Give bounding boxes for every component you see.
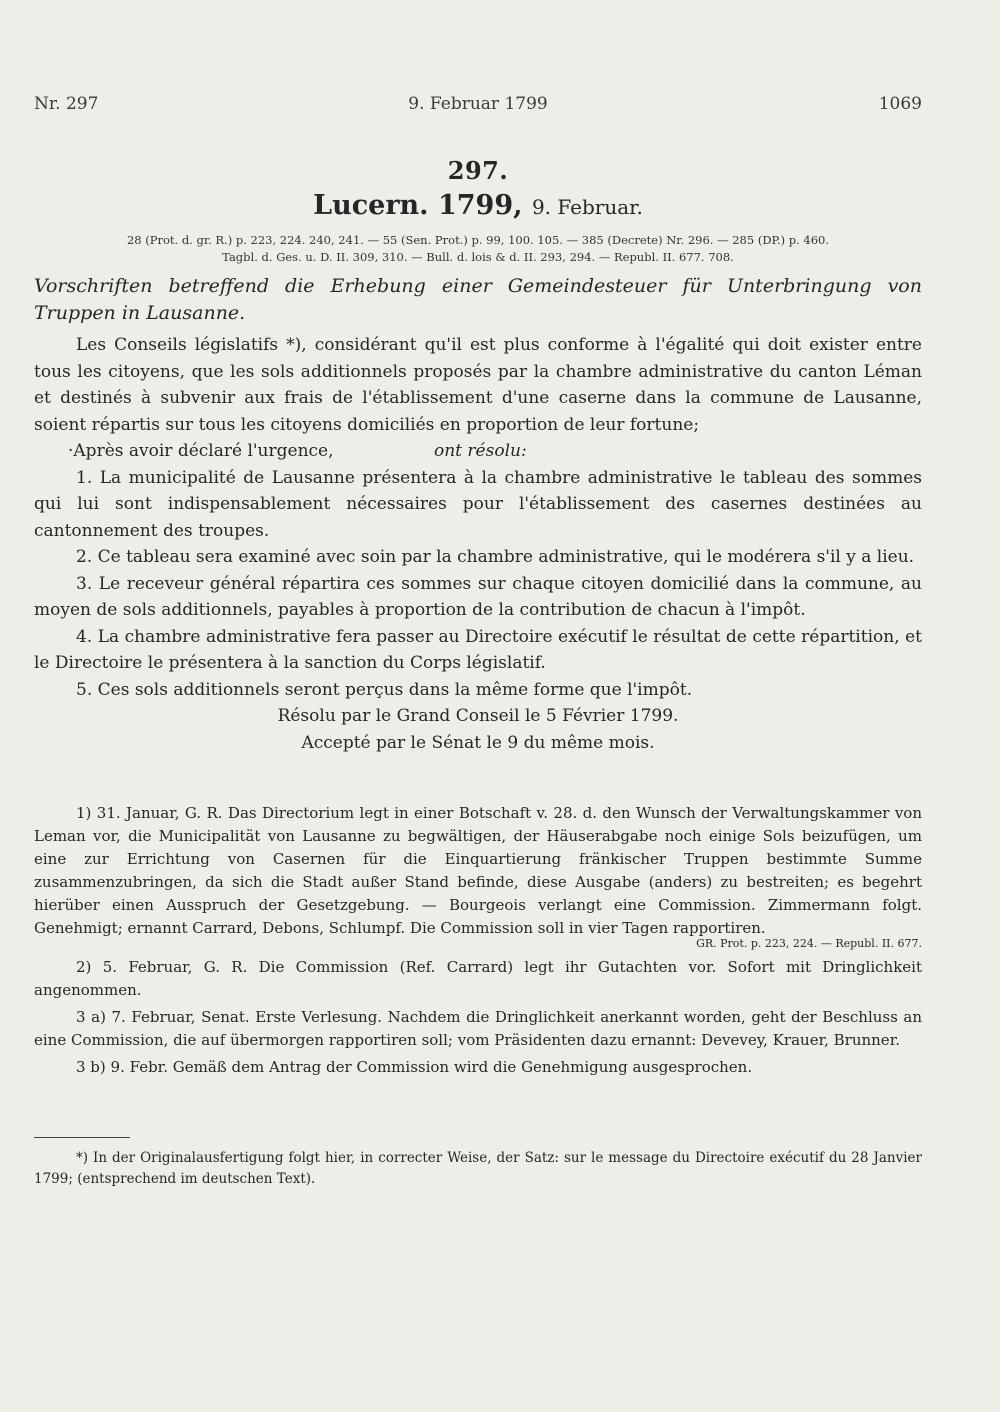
note-1-text: 1) 31. Januar, G. R. Das Directorium legt in einer Botschaft v. 28. d. den Wunsch der Verwaltungskammer von Leman vor, die Municipalität von Lausanne zu begwältigen, der Häuserabgabe noch einige Sols beizufügen, um eine zur Errichtung von Casernen für die Einquartierung fränkischer Truppen bestimmte Summe zusammenzubringen, da sich die Stadt außer Stand befinde, diese Ausgabe (anders) zu bestreiten; es begehrt hierüber einen Ausspruch der Gesetzgebung. — Bourgeois verlangt eine Commission. Zimmermann folgt. Genehmigt; ernannt Carrard, Debons, Schlumpf. Die Commission soll in vier Tagen rapportiren. [34, 804, 922, 937]
source-line-2: Tagbl. d. Ges. u. D. II. 309, 310. — Bull. d. lois & d. II. 293, 294. — Republ. II. 677. 708. [222, 250, 734, 264]
page-number: 1069 [878, 94, 922, 114]
footnote-text: *) In der Originalausfertigung folgt hier, in correcter Weise, der Satz: sur le message du Directoire exécutif du 28 Janvier 1799; (entsprechend im deutschen Text). [34, 1150, 922, 1187]
document-date: 9. Februar. [531, 195, 643, 219]
resolution-grand-conseil: Résolu par le Grand Conseil le 5 Février 1799. [277, 706, 679, 726]
article-2: 2. Ce tableau sera examiné avec soin par la chambre administrative, qui le modérera s'il y a lieu. [76, 547, 915, 567]
note-3b: 3 b) 9. Febr. Gemäß dem Antrag der Commission wird die Genehmigung ausgesprochen. [76, 1058, 753, 1076]
source-references [34, 232, 922, 266]
note-1-source: GR. Prot. p. 223, 224. — Republ. II. 677. [696, 937, 922, 950]
article-3: 3. Le receveur général répartira ces sommes sur chaque citoyen domicilié dans la commune, au moyen de sols additionnels, payables à proportion de la contribution de chacun à l'impôt. [34, 573, 922, 620]
note-3a: 3 a) 7. Februar, Senat. Erste Verlesung. Nachdem die Dringlichkeit anerkannt worden, geht der Beschluss an eine Commission, die auf übermorgen rapportiren soll; vom Präsidenten dazu ernannt: Devevey, Krauer, Brunner. [34, 1008, 922, 1049]
preamble: Les Conseils législatifs *), considérant qu'il est plus conforme à l'égalité qui doit exister entre tous les citoyens, que les sols additionnels proposés par la chambre administrative du canton Léman et destinés à subvenir aux frais de l'établissement d'une caserne dans la commune de Lausanne, soient répartis sur tous les citoyens domiciliés en proportion de leur fortune; [34, 335, 922, 435]
article-1: 1. La municipalité de Lausanne présentera à la chambre administrative le tableau des sommes qui lui sont indispensablement nécessaires pour l'établissement des casernes destinées au cantonnement des troupes. [34, 467, 922, 541]
urgence-line: ·Après avoir déclaré l'urgence, [68, 441, 334, 461]
footnote [34, 1148, 922, 1190]
header-document-number: Nr. 297 [34, 94, 99, 114]
resolution-senat: Accepté par le Sénat le 9 du même mois. [301, 732, 655, 753]
note-2: 2) 5. Februar, G. R. Die Commission (Ref. Carrard) legt ihr Gutachten vor. Sofort mit Dringlichkeit angenommen. [34, 958, 922, 999]
footnote-divider [34, 1137, 130, 1138]
running-head [34, 94, 922, 118]
article-4: 4. La chambre administrative fera passer au Directoire exécutif le résultat de cette répartition, et le Directoire le présentera à la sanction du Corps législatif. [34, 626, 922, 673]
header-date: 9. Februar 1799 [408, 94, 548, 114]
decree-body [34, 332, 922, 756]
document-place-year: Lucern. 1799, [313, 190, 523, 221]
document-title: Vorschriften betreffend die Erhebung einer Gemeindesteuer für Unterbringung von Truppen in Lausanne. [34, 275, 922, 324]
source-line-1: 28 (Prot. d. gr. R.) p. 223, 224. 240, 241. — 55 (Sen. Prot.) p. 99, 100. 105. — 385 (Decrete) Nr. 296. — 285 (DP.) p. 460. [126, 233, 830, 247]
document-number: 297. [447, 156, 509, 185]
resolu-line: ont résolu: [434, 441, 527, 461]
document-place-date [34, 190, 922, 221]
note-1 [34, 802, 922, 952]
article-5: 5. Ces sols additionnels seront perçus dans la même forme que l'impôt. [76, 679, 693, 700]
editorial-notes [34, 802, 922, 1083]
